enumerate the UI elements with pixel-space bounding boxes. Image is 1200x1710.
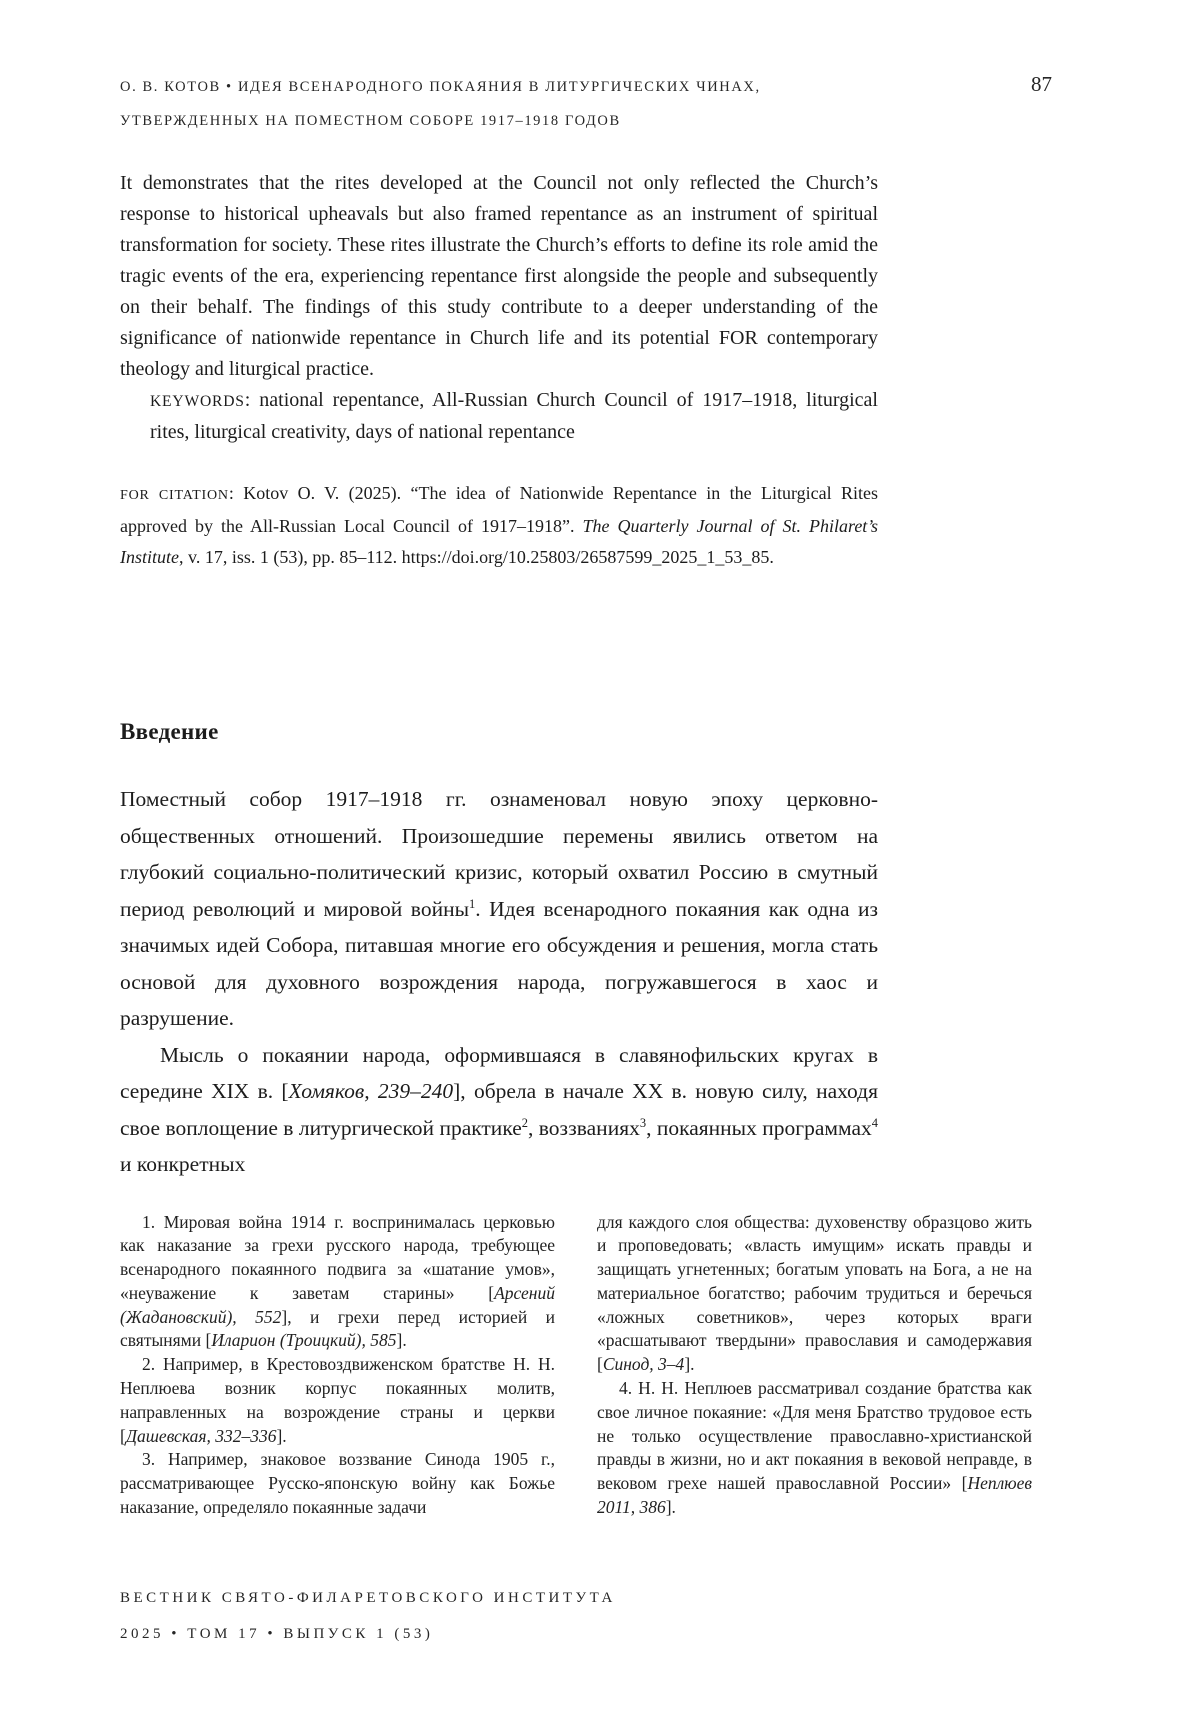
body-paragraph-2: Мысль о покаянии народа, оформившаяся в славянофильских кругах в середине XIX в. [Хомяков, 239–240], обрела в начале XX в. новую силу, находя свое воплощение в литургической практике$^2$, воззваниях$^3$, покаянных программах$^4$ и конкретных: [120, 1042, 879, 1176]
footnote-3-continuation: для каждого слоя общества: духовенству образцово жить и проповедовать; «власть имущим» искать правды и защищать угнетенных; богатым уповать на Бога, а не на материальное богатство; рабочим трудиться и беречься «ложных советников», через которых враги «расшатывают твердыни» православия и самодержавия [Синод, 3–4].: [597, 1211, 1032, 1375]
keywords-block: [120, 385, 878, 448]
journal-footer: [120, 1580, 616, 1652]
footnote-4: 4. Н. Н. Неплюев рассматривал создание братства как свое личное покаяние: «Для меня Братство трудовое есть не только осуществление православно-христианской правды в жизни, но и акт покаяния в вековой неправде, в вековом грехе нашей православной России» [Неплюев 2011, 386].: [597, 1378, 1032, 1518]
journal-title: ВЕСТНИК СВЯТО-ФИЛАРЕТОВСКОГО ИНСТИТУТА: [120, 1590, 616, 1606]
body-paragraph-1: Поместный собор 1917–1918 гг. ознаменовал новую эпоху церковно-общественных отношений. Произошедшие перемены явились ответом на глубокий социально-политический кризис, который охватил Россию в смутный период революций и мировой войны$^1$. Идея всенародного покаяния как одна из значимых идей Собора, питавшая многие его обсуждения и решения, могла стать основой для духовного возрождения народа, погружавшегося в хаос и разрушение.: [120, 787, 878, 1030]
footnote-2: 2. Например, в Крестовоздвиженском братстве Н. Н. Неплюева возник корпус покаянных молитв, направленных на возрождение страны и церкви [Дашевская, 332–336].: [120, 1354, 555, 1446]
footnote-3: 3. Например, знаковое воззвание Синода 1905 г., рассматривающее Русско-японскую войну как Божье наказание, определяло покаянные задачи: [120, 1449, 555, 1518]
citation-label: FOR CITATION: [120, 487, 229, 503]
running-head-line1: О. В. КОТОВ • ИДЕЯ ВСЕНАРОДНОГО ПОКАЯНИЯ В ЛИТУРГИЧЕСКИХ ЧИНАХ,: [120, 79, 761, 95]
section-title: Введение: [120, 719, 219, 744]
running-head-text: [120, 70, 761, 138]
footnotes-left-column: [120, 1211, 555, 1520]
footnote-1: 1. Мировая война 1914 г. воспринималась церковью как наказание за грехи русского народа, требующее всенародного покаянного подвига за «шатание умов», «неуважение к заветам старины» [Арсений (Жадановский), 552], и грехи перед историей и святынями [Иларион (Троицкий), 585].: [120, 1211, 555, 1351]
journal-issue-line: 2025 • ТОМ 17 • ВЫПУСК 1 (53): [120, 1626, 434, 1642]
citation-block: [120, 478, 878, 573]
abstract-text: It demonstrates that the rites developed at the Council not only reflected the Church’s response to historical upheavals but also framed repentance as an instrument of spiritual transformation for society. These rites illustrate the Church’s efforts to define its role amid the tragic events of the era, experiencing repentance first alongside the people and subsequently on their behalf. The findings of this study contribute to a deeper understanding of the significance of nationwide repentance in Church life and its potential FOR contemporary theology and liturgical practice.: [120, 172, 878, 380]
footnotes-right-column: [597, 1211, 1032, 1520]
running-head: [120, 70, 1052, 138]
keywords-label: KEYWORDS: [150, 393, 245, 410]
running-head-line2: УТВЕРЖДЕННЫХ НА ПОМЕСТНОМ СОБОРЕ 1917–1918 ГОДОВ: [120, 113, 621, 129]
page-number: 87: [1031, 72, 1052, 96]
citation-text: : Kotov O. V. (2025). “The idea of Nationwide Repentance in the Liturgical Rites approved by the All-Russian Local Council of 1917–1918”. The Quarterly Journal of St. Philaret’s Institute, v. 17, iss. 1 (53), pp. 85–112. https://doi.org/10.25803/26587599_2025_1_53_85.: [120, 483, 878, 567]
keywords-text: : national repentance, All-Russian Church Council of 1917–1918, liturgical rites, liturgical creativity, days of national repentance: [150, 389, 878, 443]
footnotes: [120, 1211, 1032, 1520]
article-content: [120, 168, 1200, 1183]
